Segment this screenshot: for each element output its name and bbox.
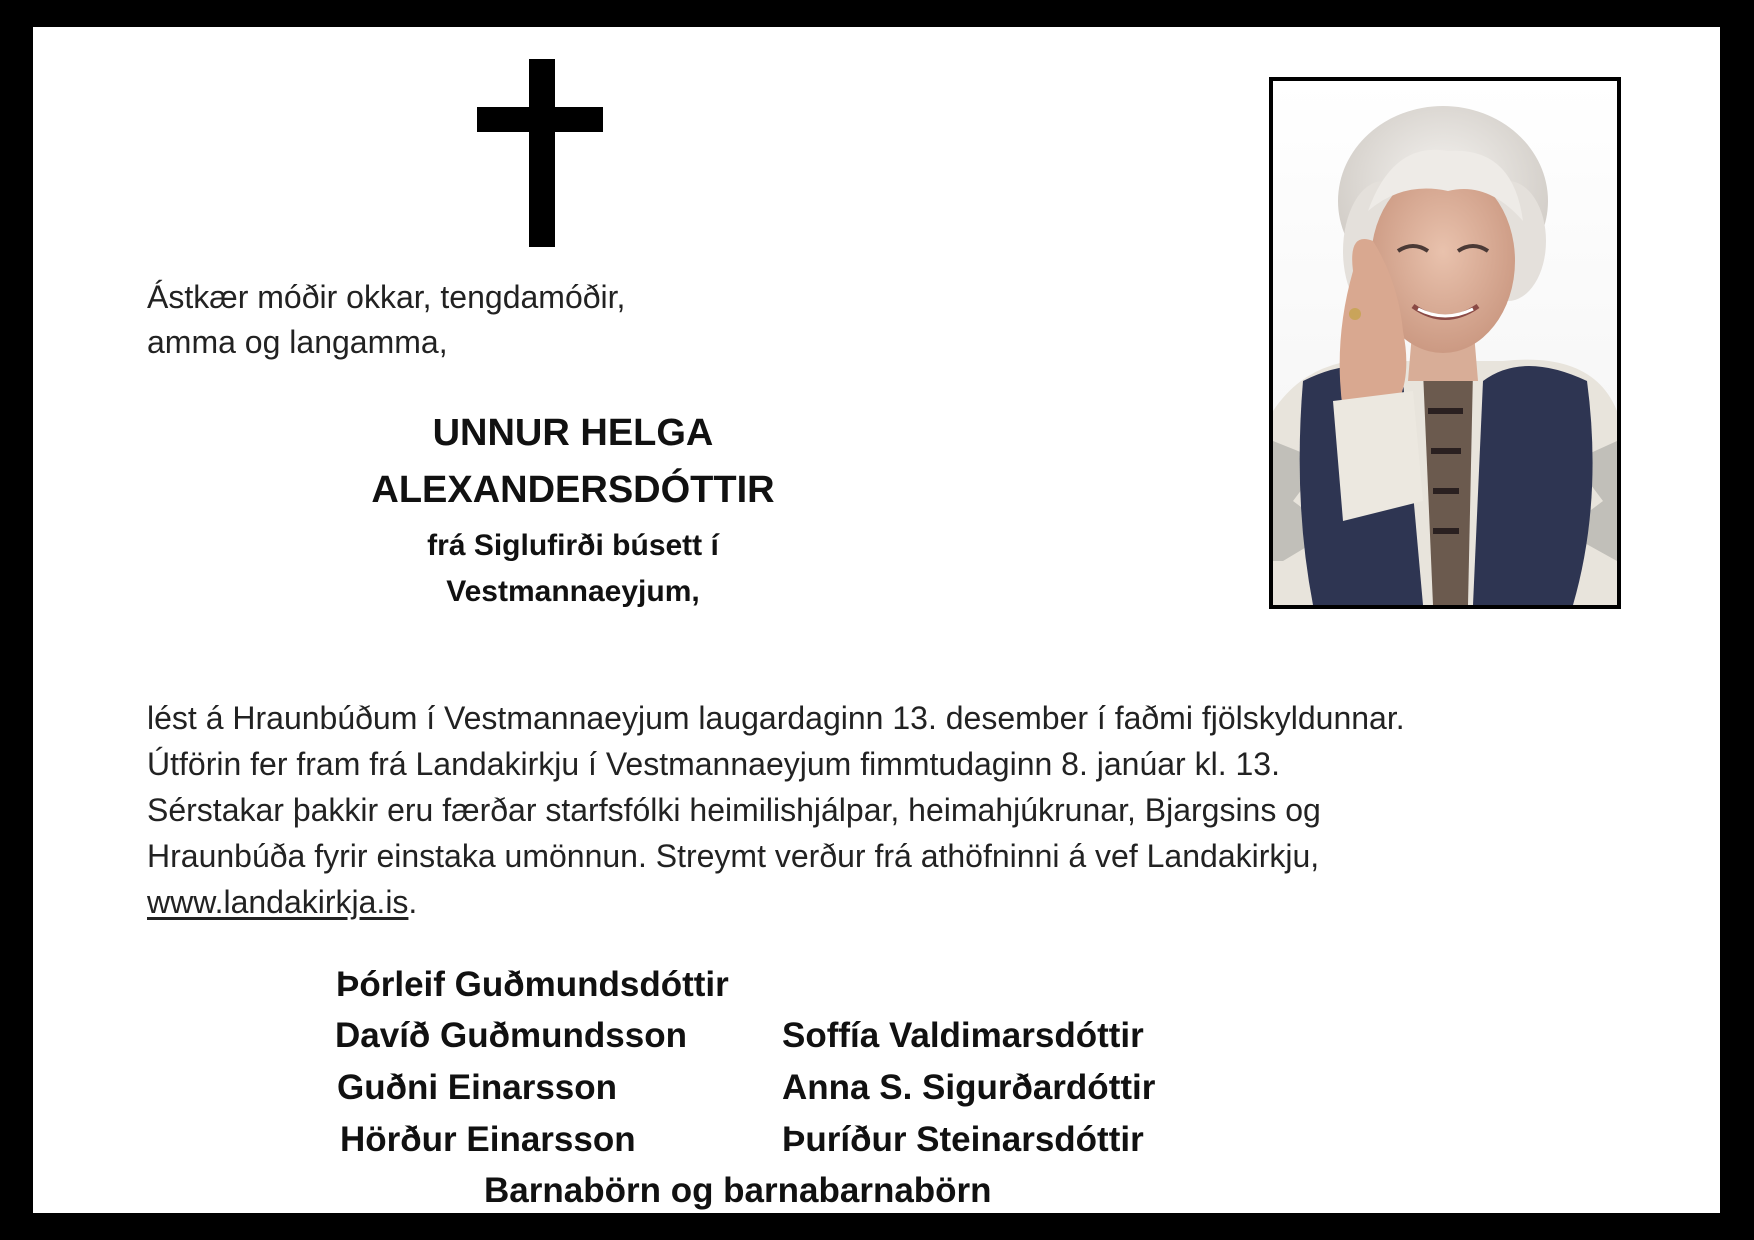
family-member-6: Hörður Einarsson: [340, 1120, 636, 1159]
family-member-7: Þuríður Steinarsdóttir: [782, 1120, 1144, 1159]
intro-line-2: amma og langamma,: [147, 324, 448, 360]
deceased-name-line-1: UNNUR HELGA: [432, 412, 714, 454]
intro-line-1: Ástkær móðir okkar, tengdamóðir,: [147, 279, 626, 315]
announcement-text: [147, 695, 1567, 925]
announcement-line-1: lést á Hraunbúðum í Vestmannaeyjum laugardaginn 13. desember í faðmi fjölskyldunnar.: [147, 700, 1405, 736]
deceased-origin: [263, 523, 883, 615]
deceased-name-block: [263, 405, 883, 615]
deceased-name-line-2: ALEXANDERSDÓTTIR: [371, 469, 775, 511]
intro-text: [147, 275, 625, 365]
origin-line-1: frá Siglufirði búsett í: [427, 529, 719, 562]
family-footer: Barnabörn og barnabarnabörn: [484, 1171, 992, 1210]
portrait-illustration: [1273, 81, 1617, 605]
family-member-5: Anna S. Sigurðardóttir: [782, 1068, 1156, 1107]
family-member-2: Davíð Guðmundsson: [335, 1016, 687, 1055]
family-member-3: Soffía Valdimarsdóttir: [782, 1016, 1144, 1055]
announcement-line-4: Hraunbúða fyrir einstaka umönnun. Streymt verður frá athöfninni á vef Landakirkju,: [147, 838, 1320, 874]
origin-line-2: Vestmannaeyjum,: [446, 575, 700, 608]
church-website-link[interactable]: www.landakirkja.is: [147, 884, 409, 920]
link-suffix: .: [408, 884, 418, 920]
family-member-1: Þórleif Guðmundsdóttir: [336, 965, 729, 1004]
portrait-photo: [1269, 77, 1621, 609]
obituary-card: [33, 27, 1720, 1213]
announcement-line-5: [147, 879, 1567, 925]
announcement-line-3: Sérstakar þakkir eru færðar starfsfólki heimilishjálpar, heimahjúkrunar, Bjargsins og: [147, 792, 1321, 828]
family-member-4: Guðni Einarsson: [337, 1068, 618, 1107]
announcement-line-2: Útförin fer fram frá Landakirkju í Vestmannaeyjum fimmtudaginn 8. janúar kl. 13.: [147, 746, 1280, 782]
